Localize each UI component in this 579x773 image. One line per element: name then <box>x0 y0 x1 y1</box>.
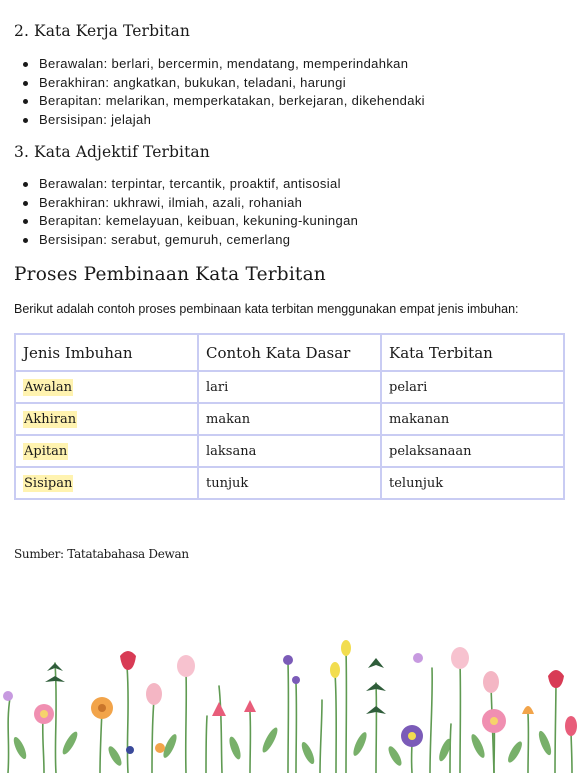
table-cell <box>15 403 198 435</box>
list-item: Berakhiran: angkatkan, bukukan, teladani, harungi <box>14 74 425 93</box>
list-item: Berawalan: berlari, bercermin, mendatang, memperindahkan <box>14 55 425 74</box>
bullet-icon <box>23 118 28 123</box>
wildflower-border-icon <box>0 628 579 773</box>
highlighted-term: Awalan <box>24 379 72 395</box>
table-cell: makanan <box>381 403 564 435</box>
table-cell: laksana <box>198 435 381 467</box>
intro-paragraph: Berikut adalah contoh proses pembinaan kata terbitan menggunakan empat jenis imbuhan: <box>14 302 519 316</box>
table-cell: telunjuk <box>381 467 564 499</box>
section-heading-kata-kerja: 2. Kata Kerja Terbitan <box>14 22 190 40</box>
highlighted-term: Apitan <box>24 443 68 459</box>
bullet-icon <box>23 182 28 187</box>
bullet-icon <box>23 99 28 104</box>
bullet-icon <box>23 81 28 86</box>
table-cell: pelari <box>381 371 564 403</box>
column-header-contoh-kata-dasar: Contoh Kata Dasar <box>198 334 381 371</box>
imbuhan-table <box>14 333 565 500</box>
highlighted-term: Akhiran <box>24 411 77 427</box>
list-item: Berakhiran: ukhrawi, ilmiah, azali, rohaniah <box>14 194 358 213</box>
column-header-jenis-imbuhan: Jenis Imbuhan <box>15 334 198 371</box>
table-cell <box>15 371 198 403</box>
table-row <box>15 403 564 435</box>
bullet-list-kata-kerja <box>14 55 425 129</box>
bullet-icon <box>23 62 28 67</box>
table-cell: tunjuk <box>198 467 381 499</box>
table-header-row <box>15 334 564 371</box>
bullet-icon <box>23 201 28 206</box>
page-heading-proses: Proses Pembinaan Kata Terbitan <box>14 264 326 285</box>
bullet-icon <box>23 219 28 224</box>
table-row <box>15 435 564 467</box>
table-row <box>15 371 564 403</box>
list-item: Bersisipan: serabut, gemuruh, cemerlang <box>14 231 358 250</box>
table-cell: pelaksanaan <box>381 435 564 467</box>
highlighted-term: Sisipan <box>24 475 73 491</box>
table-row <box>15 467 564 499</box>
table-cell: lari <box>198 371 381 403</box>
bullet-icon <box>23 238 28 243</box>
list-item: Berapitan: melarikan, memperkatakan, berkejaran, dikehendaki <box>14 92 425 111</box>
section-heading-kata-adjektif: 3. Kata Adjektif Terbitan <box>14 143 210 161</box>
list-item: Bersisipan: jelajah <box>14 111 425 130</box>
table-cell <box>15 467 198 499</box>
bullet-list-kata-adjektif <box>14 175 358 249</box>
list-item: Berapitan: kemelayuan, keibuan, kekuning-kuningan <box>14 212 358 231</box>
column-header-kata-terbitan: Kata Terbitan <box>381 334 564 371</box>
list-item: Berawalan: terpintar, tercantik, proaktif, antisosial <box>14 175 358 194</box>
source-citation: Sumber: Tatatabahasa Dewan <box>14 547 189 561</box>
table-cell <box>15 435 198 467</box>
table-cell: makan <box>198 403 381 435</box>
